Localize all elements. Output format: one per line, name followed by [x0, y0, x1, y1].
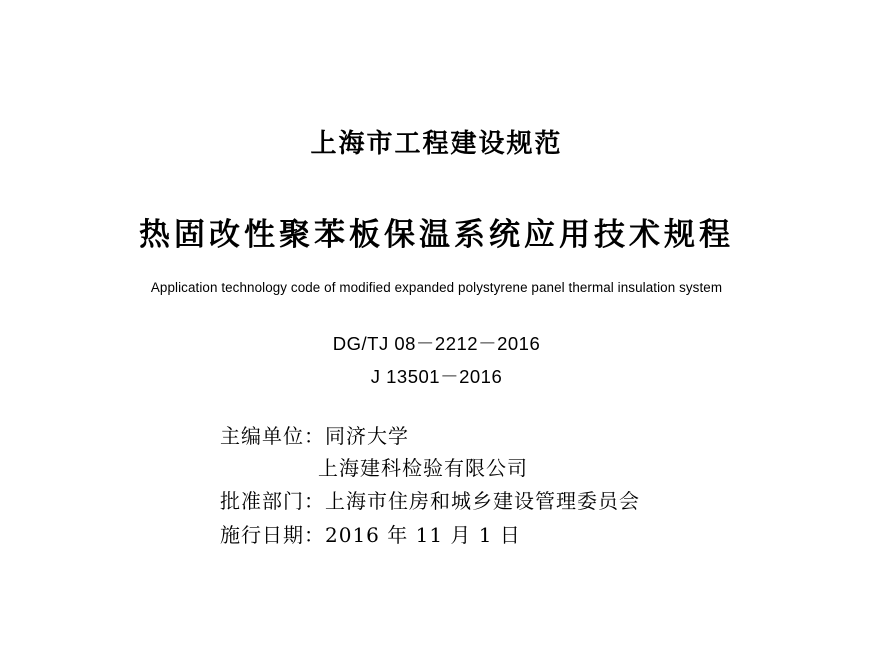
editor-primary: 同济大学: [325, 424, 409, 448]
editor-secondary: 上海建科检验有限公司: [318, 456, 528, 480]
editor-label: 主编单位：: [220, 424, 325, 448]
english-title: Application technology code of modified expanded polystyrene panel thermal insulation system: [150, 280, 723, 295]
editor-row: [220, 422, 409, 450]
approver-value: 上海市住房和城乡建设管理委员会: [325, 489, 640, 513]
editor-row-secondary: [318, 454, 528, 482]
series-title: 上海市工程建设规范: [310, 129, 563, 159]
date-value: 2016 年 11 月 1 日: [325, 523, 521, 547]
record-code: J 13501－2016: [370, 366, 503, 387]
main-title: 热固改性聚苯板保温系统应用技术规程: [139, 217, 734, 253]
date-row: [220, 521, 521, 549]
standard-code: DG/TJ 08－2212－2016: [332, 333, 541, 354]
approver-row: [220, 487, 640, 515]
approver-label: 批准部门：: [220, 489, 325, 513]
date-label: 施行日期：: [220, 523, 325, 547]
